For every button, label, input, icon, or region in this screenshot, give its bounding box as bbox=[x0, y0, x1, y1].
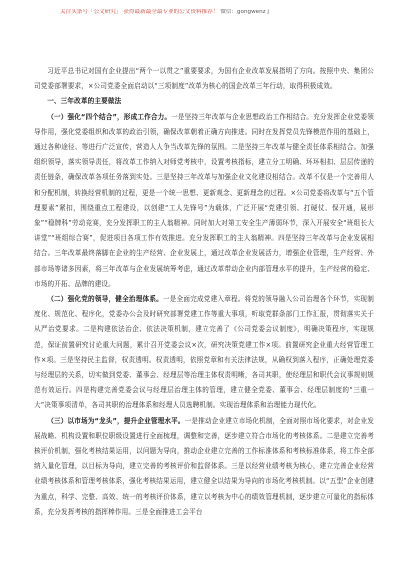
paragraph-2 bbox=[34, 292, 374, 414]
document-body bbox=[34, 64, 374, 520]
intro-text: 习近平总书记对国有企业提出“两个一以贯之”重要要求，为国有企业改革发展指明了方向。按照中央、集团公司党委部署要求，×公司党委全面启动以“三项制度”改革为核心的国企改革三年行动，取得积极成效。 bbox=[34, 67, 374, 91]
paragraph-1-text: 一是坚持三年改革与企业思想政治工作相结合。充分发挥企业党委领导作用，强化党委组织和改革的政治引领，确保改革朝着正确方向推进。同时在发挥党员先锋模范作用的基础上，通过各种途径、等进行广泛宣传，营造人人争当改革先锋的氛围。二是坚持三年改革与健全责任体系相结合。加强组织领导，落实领导责任，将改革工作纳入对师党考核中，设置考核指标，建立分工明确、环环相扣、层层传递的责任链条，确保改革各项任务落到实处。三是坚持三年改革与加强企业文化建设相结合。改革不仅是一个完善用人和分配机制，转换经营机制的过程，更是一个统一思想、更新观念、更新理念的过程。×公司党委将改革与“五个管理要素”紧扣，围绕重点工程建设，以创建“工人先锋号”为载体，广泛开展“党建引领、打硬仗、保开通，展形象”“稳牌科”劳动竞赛，充分发挥职工的主人翁精神。同时加大对第工安全生产薄弱环节，深入开展安全“班组长大讲堂”“班组综合赛”，促进项目各项工作有效推进。充分发挥职工的主人翁精神。四是坚持三年改革与企业发展相结合。三年改革最终落脚在企业的生产经营、企业发展上，通过改革企业发展活力，增强企业管理，生产经营、外部市场等诸多因素，将三年改革与企业发展统筹考虑，通过改革带动企业内部管理水平的提升，生产经营的稳定、市场的开拓、品牌的建设。 bbox=[34, 112, 374, 288]
section-heading bbox=[34, 94, 374, 109]
banner-wechat-text: 微信：gongwenz j bbox=[220, 9, 269, 15]
banner-promo-text: 获得最新最全最专业的公文资料推荐！ bbox=[123, 9, 219, 15]
paragraph-1 bbox=[34, 110, 374, 292]
paragraph-3-lead: （三）以市场为“龙头”，提升企业管理水平。 bbox=[47, 416, 185, 425]
paragraph-2-lead: （二）强化党的领导，健全治理体系。 bbox=[47, 295, 163, 304]
intro-paragraph bbox=[34, 64, 374, 94]
paragraph-1-lead: （一）强化“四个结合”，形成工作合力。 bbox=[47, 112, 172, 121]
header-banner bbox=[60, 9, 350, 16]
paragraph-3 bbox=[34, 414, 374, 520]
paragraph-3-text: 一是推动企业建立市场化机制，全面对照市场化要求，对企业发展战略、机构设置和职位职级设置进行全面梳理，调整和完善，逐步建立符合市场化的考核体系。二是建立完善考核评价机制，强化考核结果运用，以问题为导向，推动企业建立完善的工作标准体系和考核标准体系，将工作全部纳入量化管理，以目标为导向，建立完善的考核评价和监督体系。三是以经营业绩考核为核心，建立完善企业经营业绩考核体系和管理考核体系，强化考核结果运用，建立健全以结果为导向的市场化考核机制。以“五型”企业创建为重点，科学、完整、高效、统一的考核评价体系，建立以考核为中心的绩效管理机制，逐步建立可量化的指标体系，充分发挥考核的指挥棒作用。三是全面推进工会平台 bbox=[34, 416, 374, 516]
paragraph-2-text: 一是全面完成党建入章程。将党的领导融入公司治理各个环节，实现制度化、规范化、程序化，党委办公会及时研究部署党建工作等重大事项，听取党群条部门工作汇报，贯彻落实关于从严治党要求。二是构建依法治企、依法决策机制，建立完善了《公司党委会议制度》，明确决策程序，实现规范，保证前置研究讨论重大问题，累计召开党委会议×次，研究决策党建工作×项。前置研究企业重大经营管理工作×项。三是坚持民主监督，权责透明。权责透明，依照党章和有关法律法规，从确权到落入程序，正确处理党委与经理层的关系，切实做到党委、董事会、经理层等治理主体权责明晰，各司其职，使经理层和职代会议事规则规范有效运行。四是构建完善党委会议与经理层治理主体的管理，建立健全党委、董事会、经理层制度的“三重一大”决策事项清单，各司其职的治理体系和经理人员选聘机制。实现治理体系和治理能力现代化。 bbox=[34, 295, 374, 410]
banner-follow-text: 关注头条号「公文研究」 bbox=[60, 9, 122, 15]
section-heading-text: 一、三年改革的主要做法 bbox=[47, 97, 122, 106]
